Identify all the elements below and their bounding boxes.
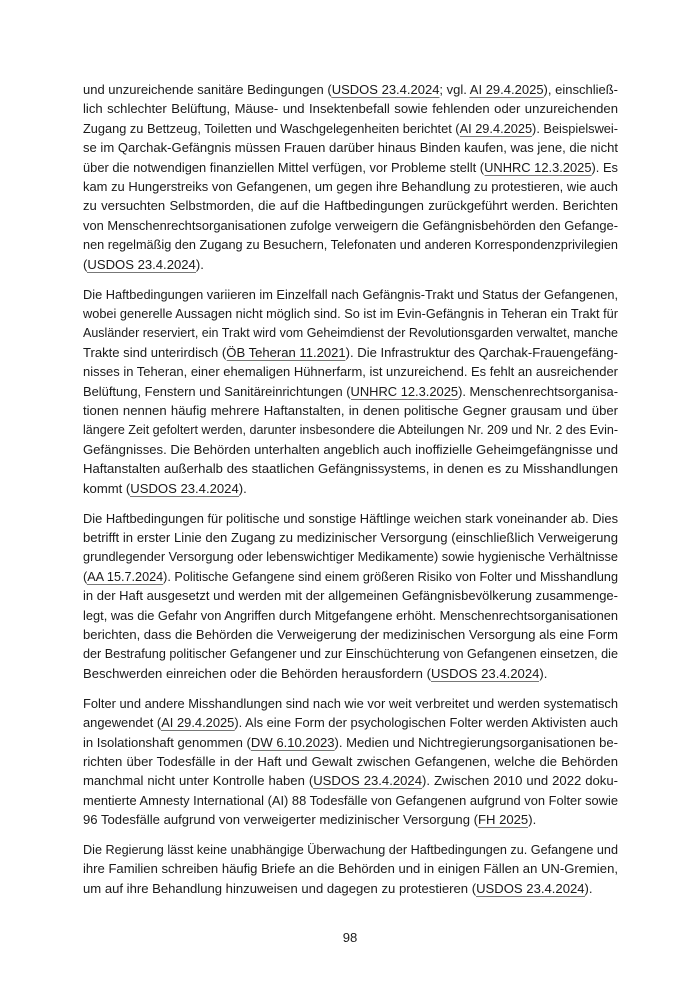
text-segment: zu versuchten Selbstmorden, die auf die Haftbedingungen zurückgeführt werden. Berichten: [83, 198, 618, 214]
text-segment: Beschwerden einreichen oder die Behörden herausfordern (: [83, 665, 431, 681]
text-line-content: [83, 713, 618, 732]
text-segment: ). Die Infrastruktur des Qarchak-Frauengefäng-: [345, 344, 618, 360]
text-segment: Die Haftbedingungen für politische und sonstige Häftlinge weichen stark voneinander ab. Dies: [83, 510, 618, 526]
text-line-content: [83, 255, 204, 274]
text-line: [83, 401, 618, 420]
text-segment: ).: [238, 480, 247, 496]
text-segment: ). Beispielswei-: [532, 120, 618, 136]
text-line: [83, 733, 618, 752]
paragraph: [83, 840, 618, 898]
page-number: 98: [342, 930, 358, 945]
text-segment: grundlegender Versorgung oder lebenswichtiger Medikamente) sowie hygienische Verhältnisse: [83, 549, 618, 565]
paragraph: [83, 694, 618, 830]
text-segment: in der Haft ausgesetzt und werden mit der allgemeinen Gefängnisbevölkerung zusammenge-: [83, 588, 618, 604]
text-line-content: [83, 810, 536, 829]
text-line: [83, 196, 618, 215]
text-line: [83, 879, 618, 898]
text-line: [83, 664, 618, 683]
text-line-content: [83, 80, 618, 99]
text-segment: Folter und andere Misshandlungen sind nach wie vor weit verbreitet und werden systematisch: [83, 695, 618, 711]
text-line-content: [83, 791, 618, 810]
text-line: [83, 138, 618, 157]
text-segment: ), einschließ-: [543, 82, 618, 97]
text-line-content: [83, 625, 618, 644]
text-line-content: [83, 99, 618, 118]
text-segment: kam zu Hungerstreiks von Gefangenen, um gegen ihre Behandlung zu protestieren, wie auch: [83, 179, 618, 195]
text-segment: ). Es: [591, 159, 618, 175]
text-line-content: [83, 479, 247, 498]
text-line: [83, 625, 618, 644]
text-line: [83, 694, 618, 713]
source-citation-link[interactable]: ÖB Teheran 11.2021: [226, 344, 346, 360]
text-line: [83, 177, 618, 196]
text-line-content: [83, 771, 618, 790]
text-segment: Haftanstalten außerhalb des staatlichen Gefängnissystems, in denen es zu Misshandlungen: [83, 461, 618, 477]
text-line: [83, 362, 618, 381]
text-line-content: [83, 840, 618, 859]
text-line: [83, 158, 618, 177]
text-line: [83, 567, 618, 586]
paragraph: [83, 509, 618, 684]
text-line-content: [83, 285, 618, 304]
text-segment: ). Politische Gefangene sind einem größeren Risiko von Folter und Misshandlung: [163, 568, 619, 584]
text-line-content: [83, 216, 618, 235]
source-citation-link[interactable]: UNHRC 12.3.2025: [350, 383, 459, 399]
text-line: [83, 771, 618, 790]
text-line-content: [83, 879, 593, 898]
text-line: [83, 216, 618, 235]
text-segment: 96 Todesfälle aufgrund von verweigerter medizinischer Versorgung (: [83, 812, 478, 828]
text-line-content: [83, 323, 618, 342]
text-segment: Trakte sind unterirdisch (: [83, 344, 227, 360]
text-segment: in Isolationshaft genommen (: [83, 734, 251, 750]
text-segment: der Bestrafung politischer Gefangener und zur Einschüchterung von Gefangenen einsetzen, die: [83, 646, 618, 662]
text-line: [83, 304, 618, 323]
text-line: [83, 285, 618, 304]
text-segment: um auf ihre Behandlung hinzuweisen und dagegen zu protestieren (: [83, 880, 477, 896]
source-citation-link[interactable]: FH 2025: [477, 812, 529, 828]
text-line: [83, 840, 618, 859]
paragraph: [83, 80, 618, 274]
text-line: [83, 99, 618, 118]
text-segment: ).: [528, 812, 537, 828]
text-segment: mentierte Amnesty International (AI) 88 Todesfälle von Gefangenen aufgrund von Folter sowie: [83, 792, 618, 808]
text-line: [83, 791, 618, 810]
text-line-content: [83, 606, 618, 625]
text-segment: ).: [584, 880, 593, 896]
source-citation-link[interactable]: USDOS 23.4.2024: [476, 880, 585, 896]
text-line: [83, 80, 618, 99]
text-segment: Ausländer reserviert, ein Trakt wird vom Geheimdienst der Revolutionsgarden verwaltet, manche: [83, 325, 618, 341]
text-segment: ; vgl.: [439, 82, 470, 97]
text-line: [83, 509, 618, 528]
text-segment: ). Zwischen 2010 und 2022 doku-: [421, 773, 618, 789]
text-segment: und unzureichende sanitäre Bedingungen (: [83, 82, 332, 97]
text-line-content: [83, 382, 618, 401]
text-line-content: [83, 859, 618, 878]
source-citation-link[interactable]: DW 6.10.2023: [250, 734, 335, 750]
source-citation-link[interactable]: USDOS 23.4.2024: [87, 256, 196, 272]
text-segment: kommt (: [83, 480, 131, 496]
text-line-content: [83, 235, 618, 254]
text-segment: (: [83, 568, 88, 584]
source-citation-link[interactable]: AI 29.4.2025: [161, 715, 235, 731]
text-line-content: [83, 459, 618, 478]
text-line: [83, 528, 618, 547]
text-segment: nisses in Teheran, einer ehemaligen Hühnerfarm, ist unzureichend. Es fehlt an ausreichender: [83, 364, 618, 380]
text-segment: lich schlechter Belüftung, Mäuse- und Insektenbefall sowie fehlenden oder unzureichenden: [83, 101, 618, 117]
text-line-content: [83, 752, 618, 771]
text-segment: Gefängnisses. Die Behörden unterhalten angeblich auch inoffizielle Geheimgefängnisse und: [83, 441, 618, 457]
text-segment: angewendet (: [83, 715, 162, 731]
source-citation-link[interactable]: AA 15.7.2024: [87, 568, 164, 584]
source-citation-link[interactable]: USDOS 23.4.2024: [430, 665, 540, 681]
source-citation-link[interactable]: USDOS 23.4.2024: [130, 480, 239, 496]
text-line-content: [83, 138, 618, 157]
source-citation-link[interactable]: AI 29.4.2025: [469, 82, 544, 97]
text-line: [83, 459, 618, 478]
text-line: [83, 420, 618, 439]
text-line-content: [83, 644, 618, 663]
text-line-content: [83, 119, 618, 138]
text-line: [83, 479, 618, 498]
text-line-content: [83, 362, 618, 381]
text-segment: Die Haftbedingungen variieren im Einzelfall nach Gefängnis-Trakt und Status der Gefangenen,: [83, 286, 618, 302]
text-line: [83, 644, 618, 663]
text-line-content: [83, 401, 618, 420]
text-segment: betrifft in erster Linie den Zugang zu medizinischer Versorgung (einschließlich Verweigerung: [83, 529, 618, 545]
text-segment: längere Zeit gefoltert werden, darunter insbesondere die Abteilungen Nr. 209 und Nr. 2 des Evin-: [83, 422, 618, 438]
source-citation-link[interactable]: USDOS 23.4.2024: [313, 773, 422, 789]
text-line-content: [83, 586, 618, 605]
text-segment: nen regelmäßig den Zugang zu Besuchern, Telefonaten und anderen Korrespondenzprivilegien: [83, 237, 618, 253]
text-line: [83, 323, 618, 342]
text-line-content: [83, 158, 618, 177]
source-citation-link[interactable]: AI 29.4.2025: [459, 120, 533, 136]
text-line-content: [83, 420, 618, 439]
text-segment: tionen nennen häufig mehrere Haftanstalten, in denen politische Gegner grausam und über: [83, 403, 618, 418]
text-segment: von Menschenrechtsorganisationen zufolge verweigern die Gefängnisbehörden den Gefange-: [83, 217, 618, 233]
text-segment: ihre Familien schreiben häufig Briefe an die Behörden und in einigen Fällen an UN-Gremien,: [83, 861, 618, 877]
text-line-content: [83, 509, 618, 528]
text-segment: ). Menschenrechtsorganisa-: [458, 383, 618, 399]
text-segment: manchmal nicht unter Kontrolle haben (: [83, 773, 314, 789]
text-line: [83, 440, 618, 459]
paragraph: [83, 285, 618, 498]
text-line-content: [83, 664, 547, 683]
text-line: [83, 255, 618, 274]
text-segment: richten über Todesfälle in der Haft und Gewalt zwischen Gefangenen, welche die Behörden: [83, 753, 618, 769]
text-line-content: [83, 567, 618, 586]
text-line: [83, 343, 618, 362]
text-segment: se im Qarchak-Gefängnis müssen Frauen darüber hinaus Binden kaufen, was jene, die nicht: [83, 140, 618, 156]
text-segment: Belüftung, Fenstern und Sanitäreinrichtungen (: [83, 383, 351, 399]
text-line: [83, 810, 618, 829]
text-segment: ). Als eine Form der psychologischen Folter werden Aktivisten auch: [234, 715, 618, 731]
text-line-content: [83, 733, 618, 752]
text-line-content: [83, 528, 618, 547]
text-segment: Zugang zu Bettzeug, Toiletten und Waschgelegenheiten berichtet (: [83, 120, 460, 136]
source-citation-link[interactable]: UNHRC 12.3.2025: [484, 159, 592, 175]
source-citation-link[interactable]: USDOS 23.4.2024: [331, 82, 440, 97]
text-line: [83, 586, 618, 605]
text-segment: ).: [195, 256, 204, 272]
text-line: [83, 606, 618, 625]
text-line-content: [83, 440, 618, 459]
document-body: [83, 80, 618, 909]
text-segment: Die Regierung lässt keine unabhängige Überwachung der Haftbedingungen zu. Gefangene und: [83, 842, 618, 858]
text-line: [83, 547, 618, 566]
text-segment: berichten, dass die Behörden die Verweigerung der medizinischen Versorgung als eine Form: [83, 626, 618, 642]
text-line-content: [83, 547, 618, 566]
text-line: [83, 382, 618, 401]
text-line-content: [83, 196, 618, 215]
text-segment: legt, was die Gefahr von Angriffen durch Mitgefangene erhöht. Menschenrechtsorganisationen: [83, 607, 618, 623]
text-line-content: [83, 343, 618, 362]
text-segment: ).: [539, 665, 548, 681]
text-line: [83, 752, 618, 771]
text-line-content: [83, 177, 618, 196]
text-segment: ). Medien und Nichtregierungsorganisationen be-: [334, 734, 618, 750]
text-segment: über die notwendigen finanziellen Mittel verfügen, vor Probleme stellt (: [83, 159, 485, 175]
text-segment: (: [83, 256, 88, 272]
text-line: [83, 235, 618, 254]
text-line: [83, 713, 618, 732]
text-line: [83, 119, 618, 138]
text-segment: wobei generelle Aussagen nicht möglich sind. So ist im Evin-Gefängnis in Teheran ein Trakt für: [83, 305, 618, 321]
text-line-content: [83, 694, 618, 713]
text-line: [83, 859, 618, 878]
text-line-content: [83, 304, 618, 323]
